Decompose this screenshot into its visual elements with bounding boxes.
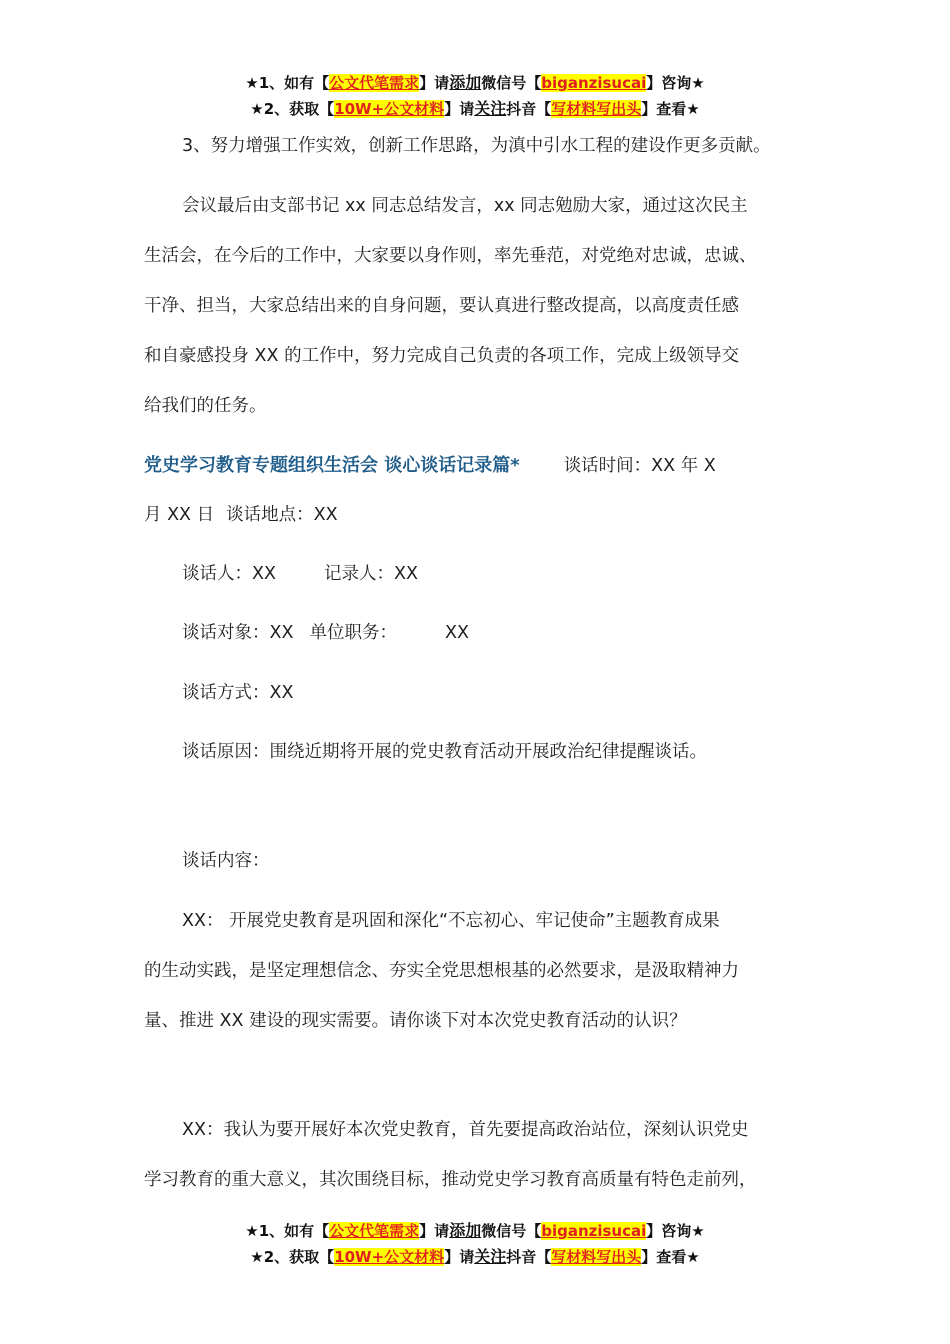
banner-highlight-need: 公文代笔需求 bbox=[329, 74, 420, 92]
banner-douyin-id-bottom: 写材料写出头 bbox=[551, 1248, 642, 1266]
banner-douyin-id: 写材料写出头 bbox=[551, 100, 642, 118]
summary-line-2: 生活会，在今后的工作中，大家要以身作则，率先垂范，对党绝对忠诚，忠诚、 bbox=[144, 246, 757, 266]
recorder: 记录人：XX bbox=[323, 564, 418, 584]
talk-time: 谈话时间：XX 年 X bbox=[563, 456, 716, 476]
talker: 谈话人：XX bbox=[182, 564, 276, 584]
question-line-2: 的生动实践，是坚定理想信念、夯实全党思想根基的必然要求，是汲取精神力 bbox=[144, 961, 739, 981]
talk-time-cont: 月 XX 日 bbox=[144, 505, 215, 525]
answer-line-2: 学习教育的重大意义，其次围绕目标，推动党史学习教育高质量有特色走前列， bbox=[144, 1170, 757, 1190]
banner-line-2: ★2、获取【10W+公文材料】请关注抖音【写材料写出头】查看★ bbox=[250, 99, 700, 118]
talker-line bbox=[182, 560, 862, 585]
banner-wechat-id-bottom: biganzisucai bbox=[541, 1222, 647, 1240]
talk-object: 谈话对象：XX bbox=[182, 623, 294, 643]
banner-line-2-bottom: ★2、获取【10W+公文材料】请关注抖音【写材料写出头】查看★ bbox=[250, 1247, 700, 1266]
unit-position: 单位职务： bbox=[309, 623, 397, 643]
talk-place: 谈话地点：XX bbox=[226, 505, 338, 525]
summary-line-3: 干净、担当，大家总结出来的自身问题，要认真进行整改提高，以高度责任感 bbox=[144, 296, 739, 316]
summary-line-5: 给我们的任务。 bbox=[144, 396, 267, 416]
banner-highlight-material: 10W+公文材料 bbox=[334, 100, 445, 118]
bottom-banner bbox=[0, 1218, 950, 1270]
banner-wechat-id: biganzisucai bbox=[541, 74, 647, 92]
object-line bbox=[182, 619, 862, 644]
summary-line-4: 和自豪感投身 XX 的工作中，努力完成自己负责的各项工作，完成上级领导交 bbox=[144, 346, 740, 366]
banner-highlight-material-bottom: 10W+公文材料 bbox=[334, 1248, 445, 1266]
answer-line-1: XX：我认为要开展好本次党史教育，首先要提高政治站位，深刻认识党史 bbox=[182, 1120, 749, 1140]
item-3: 3、努力增强工作实效，创新工作思路，为滇中引水工程的建设作更多贡献。 bbox=[182, 136, 771, 156]
unit-position-value: XX bbox=[444, 623, 469, 643]
talk-content-label: 谈话内容： bbox=[182, 851, 270, 871]
section-title: 党史学习教育专题组织生活会 谈心谈话记录篇* bbox=[144, 455, 520, 476]
question-line-3: 量、推进 XX 建设的现实需要。请你谈下对本次党史教育活动的认识？ bbox=[144, 1011, 687, 1031]
section-heading-line bbox=[144, 451, 824, 477]
talk-reason: 谈话原因：围绕近期将开展的党史教育活动开展政治纪律提醒谈话。 bbox=[182, 742, 707, 762]
talk-method: 谈话方式：XX bbox=[182, 683, 294, 703]
banner-line-1-bottom: ★1、如有【公文代笔需求】请添加微信号【biganzisucai】咨询★ bbox=[245, 1221, 705, 1240]
banner-highlight-need-bottom: 公文代笔需求 bbox=[329, 1222, 420, 1240]
talk-date-place bbox=[144, 501, 824, 526]
question-line-1: XX： 开展党史教育是巩固和深化“不忘初心、牢记使命”主题教育成果 bbox=[182, 911, 720, 931]
summary-line-1: 会议最后由支部书记 xx 同志总结发言，xx 同志勉励大家，通过这次民主 bbox=[182, 196, 748, 216]
banner-line-1: ★1、如有【公文代笔需求】请添加微信号【biganzisucai】咨询★ bbox=[245, 73, 705, 92]
top-banner bbox=[0, 70, 950, 122]
